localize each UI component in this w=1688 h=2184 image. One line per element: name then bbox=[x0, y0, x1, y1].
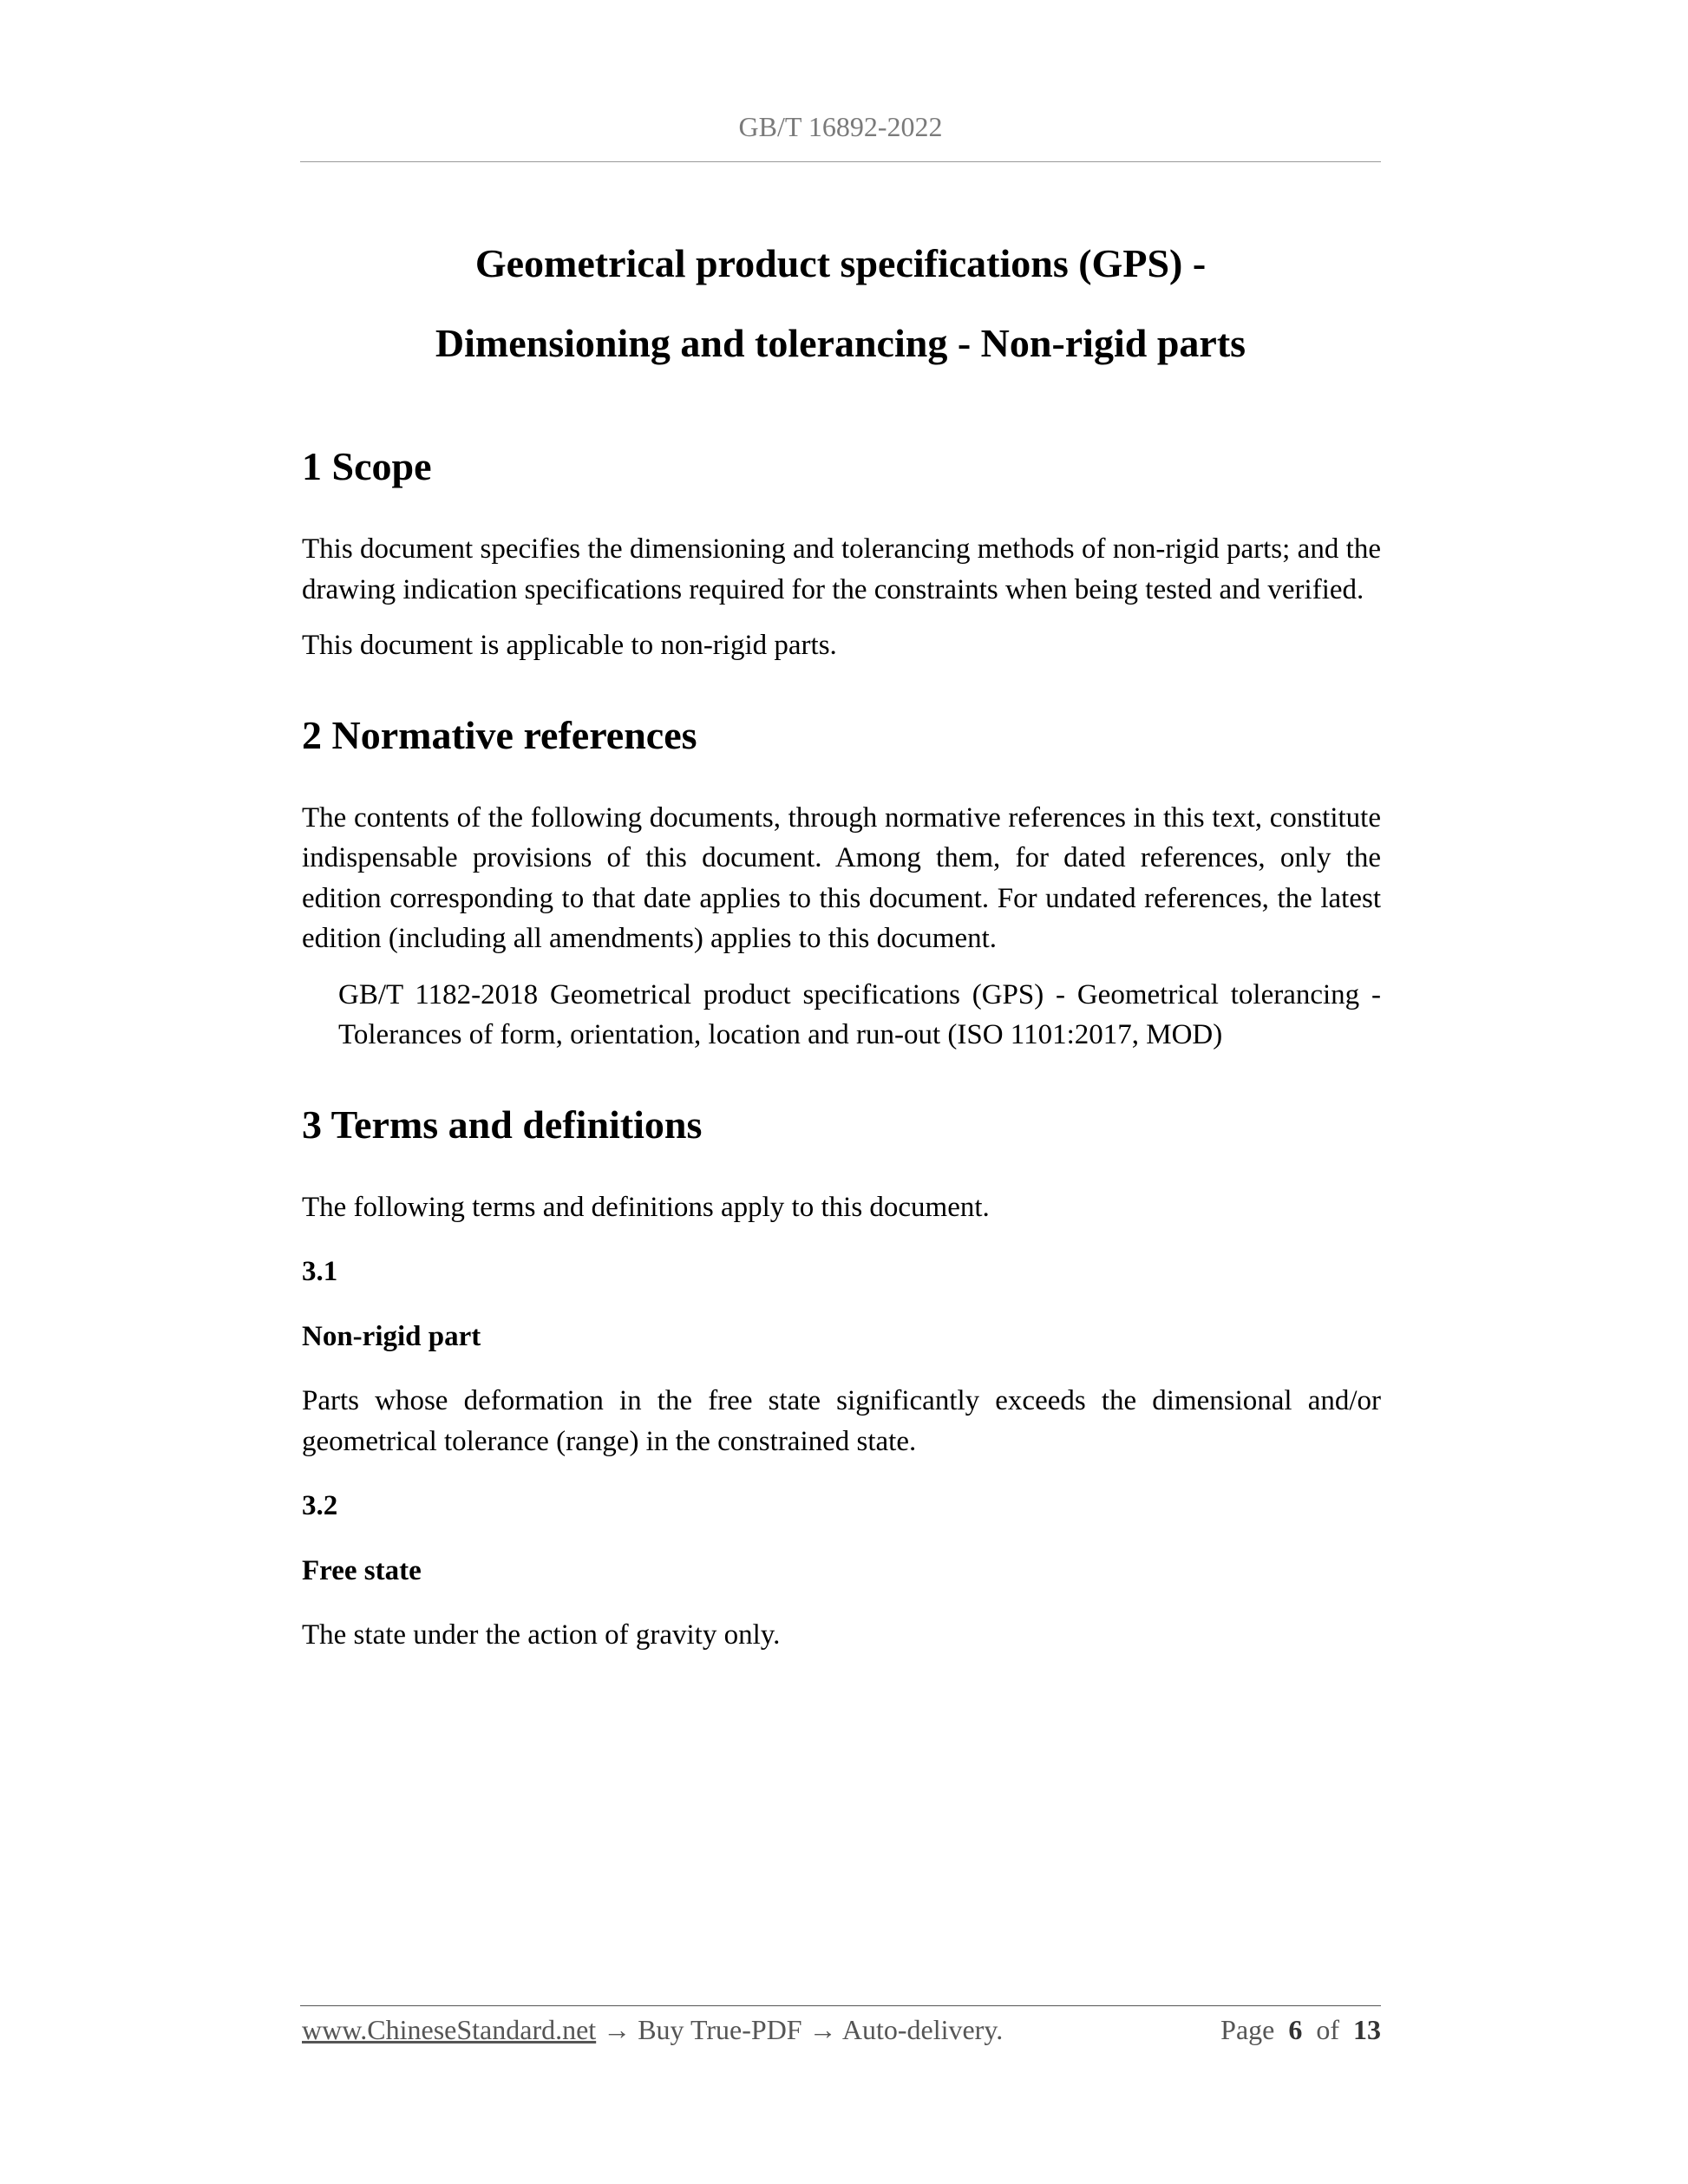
page-current: 6 bbox=[1288, 2014, 1303, 2045]
site-link[interactable]: www.ChineseStandard.net bbox=[302, 2014, 597, 2045]
term-name: Free state bbox=[302, 1554, 422, 1586]
term-name: Non-rigid part bbox=[302, 1320, 481, 1352]
footer-divider bbox=[300, 2005, 1381, 2006]
page-total: 13 bbox=[1353, 2014, 1381, 2045]
delivery-text: Auto-delivery. bbox=[841, 2014, 1004, 2045]
footer-left bbox=[302, 2011, 1003, 2049]
section-heading-terms-definitions: 3 Terms and definitions bbox=[302, 1102, 703, 1147]
buy-text: Buy True-PDF bbox=[638, 2014, 802, 2045]
document-title bbox=[300, 224, 1381, 383]
header-divider bbox=[300, 161, 1381, 162]
document-body bbox=[302, 442, 1381, 1656]
page-footer bbox=[302, 2011, 1381, 2049]
normative-paragraph: The contents of the following documents, through normative references in this text, constitute indispensable provisions of this document. Among them, for dated references, only the edition corresponding to that date applies to this document. For undated references, the latest edition (including all amendments) applies to this document. bbox=[302, 801, 1381, 954]
section-heading-normative-references: 2 Normative references bbox=[302, 712, 697, 757]
arrow-right-icon: → bbox=[603, 2014, 631, 2045]
term-definition: Parts whose deformation in the free state significantly exceeds the dimensional and/or geometrical tolerance (range) in the constrained state. bbox=[302, 1385, 1381, 1457]
title-line-2: Dimensioning and tolerancing - Non-rigid parts bbox=[435, 321, 1246, 365]
title-line-1: Geometrical product specifications (GPS) - bbox=[474, 241, 1207, 285]
page-word: Page bbox=[1220, 2014, 1275, 2045]
normative-reference-item: GB/T 1182-2018 Geometrical product specifications (GPS) - Geometrical tolerancing - Tolerances of form, orientation, location and run-out (ISO 1101:2017, MOD) bbox=[338, 978, 1381, 1050]
term-number: 3.1 bbox=[302, 1256, 338, 1287]
section-heading-scope: 1 Scope bbox=[302, 444, 432, 488]
scope-paragraph-1: This document specifies the dimensioning and tolerancing methods of non-rigid parts; and the drawing indication specifications required for the constraints when being tested and verified. bbox=[302, 533, 1381, 605]
of-word: of bbox=[1316, 2014, 1339, 2045]
arrow-right-icon: → bbox=[808, 2014, 837, 2045]
scope-paragraph-2: This document is applicable to non-rigid parts. bbox=[302, 630, 837, 661]
terms-intro: The following terms and definitions apply to this document. bbox=[302, 1191, 990, 1223]
page-counter bbox=[1220, 2011, 1381, 2049]
header-standard-code: GB/T 16892-2022 bbox=[738, 111, 943, 142]
term-number: 3.2 bbox=[302, 1490, 338, 1521]
term-definition: The state under the action of gravity only. bbox=[302, 1619, 781, 1651]
